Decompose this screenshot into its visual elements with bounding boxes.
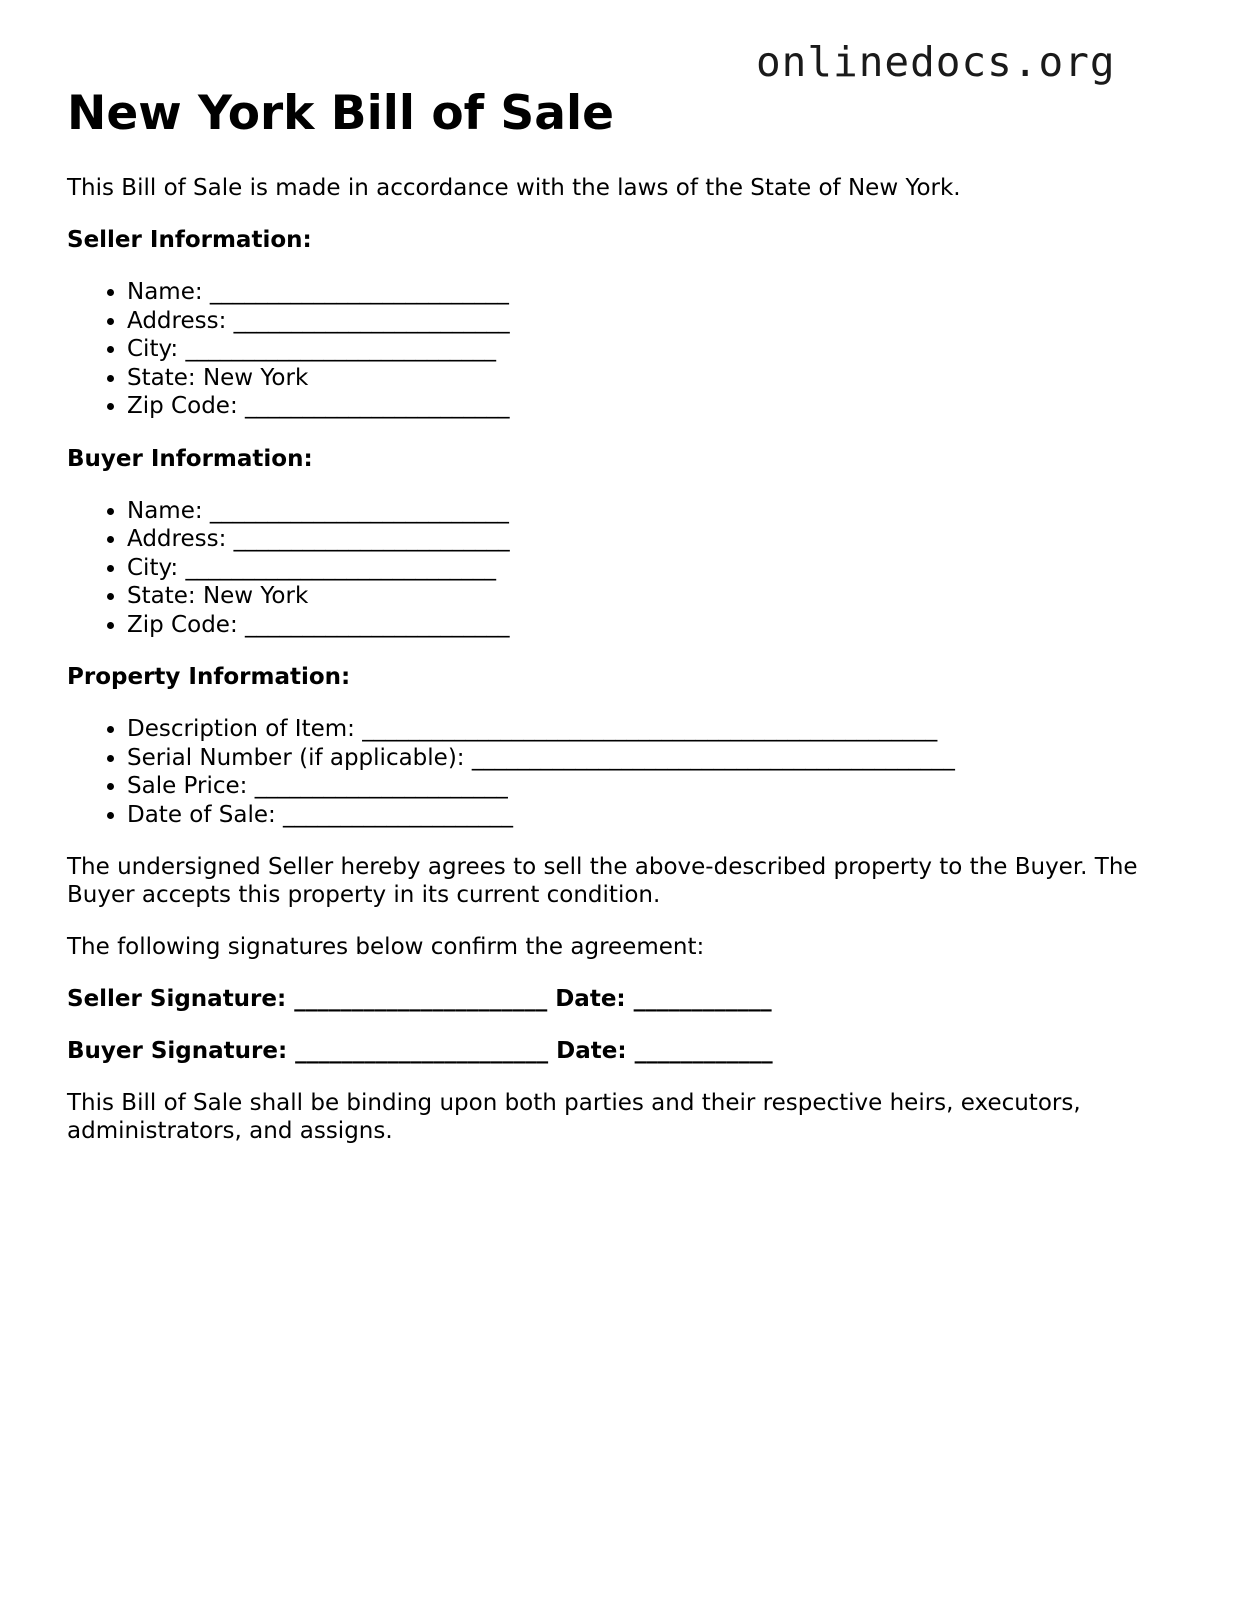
seller-state-field: • State: New York: [127, 364, 1177, 393]
page-title: New York Bill of Sale: [67, 86, 614, 141]
seller-name-field: • Name: __________________________: [127, 278, 1177, 307]
property-description-field: • Description of Item: __________________________________________________: [127, 715, 1177, 744]
buyer-zip-field: • Zip Code: _______________________: [127, 611, 1177, 640]
property-price-field: • Sale Price: ______________________: [127, 772, 1177, 801]
seller-zip-field: • Zip Code: _______________________: [127, 392, 1177, 421]
document-body: [67, 84, 1177, 1145]
property-serial-field: • Serial Number (if applicable): __________________________________________: [127, 744, 1177, 773]
buyer-heading: Buyer Information:: [67, 445, 313, 472]
seller-signature-line: Seller Signature: ______________________ Date: ____________: [67, 986, 772, 1012]
buyer-state-field: • State: New York: [127, 582, 1177, 611]
closing-paragraph: This Bill of Sale shall be binding upon both parties and their respective heirs, executors, administrators, and assigns.: [67, 1090, 1081, 1144]
seller-address-field: • Address: ________________________: [127, 307, 1177, 336]
property-heading: Property Information:: [67, 664, 351, 690]
buyer-signature-line: Buyer Signature: ______________________ Date: ____________: [67, 1038, 773, 1064]
buyer-address-field: • Address: ________________________: [127, 525, 1177, 554]
watermark: onlinedocs.org: [756, 38, 1116, 86]
seller-city-field: • City: ___________________________: [127, 335, 1177, 364]
seller-fields-list: [67, 278, 1177, 421]
agreement-paragraph: The undersigned Seller hereby agrees to sell the above-described property to the Buyer. The Buyer accepts this property in its current condition.: [67, 854, 1138, 908]
confirm-paragraph: The following signatures below confirm the agreement:: [67, 934, 705, 960]
property-fields-list: [67, 715, 1177, 829]
buyer-fields-list: [67, 497, 1177, 640]
buyer-city-field: • City: ___________________________: [127, 554, 1177, 583]
buyer-name-field: • Name: __________________________: [127, 497, 1177, 526]
seller-heading: Seller Information:: [67, 227, 312, 253]
intro-paragraph: This Bill of Sale is made in accordance with the laws of the State of New York.: [67, 175, 961, 201]
property-date-field: • Date of Sale: ____________________: [127, 801, 1177, 830]
